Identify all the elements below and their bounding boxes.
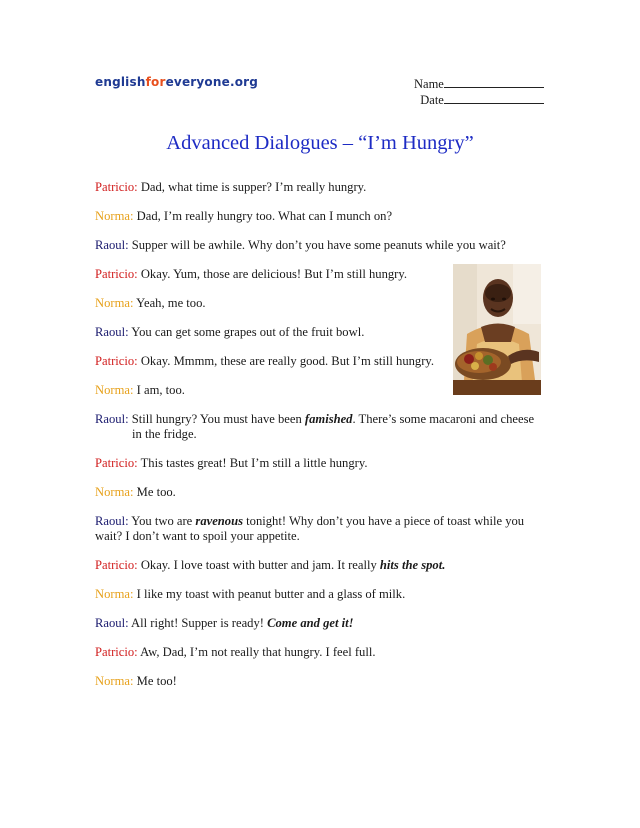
line-text: All right! Supper is ready! xyxy=(128,616,268,630)
line-text: Me too! xyxy=(133,674,177,688)
line-text: This tastes great! But I’m still a little hungry. xyxy=(137,456,368,470)
dialogue-line xyxy=(95,558,535,573)
line-text: Still hungry? You must have been xyxy=(128,412,305,426)
dialogue-line xyxy=(95,209,535,224)
name-blank[interactable] xyxy=(444,76,544,88)
name-date-fields xyxy=(414,76,544,108)
dialogue xyxy=(95,180,535,703)
line-text: You two are xyxy=(128,514,196,528)
line-text: I like my toast with peanut butter and a glass of milk. xyxy=(133,587,406,601)
vocab-famished: famished xyxy=(304,412,353,426)
line-text: tonight! Why don’t you have a piece of toast while you wait? I don’t want to spoil your appetite. xyxy=(95,514,525,543)
line-text: . There’s some macaroni and cheese in the fridge. xyxy=(132,412,535,441)
dialogue-line xyxy=(95,456,535,471)
line-text: Me too. xyxy=(133,485,176,499)
date-blank[interactable] xyxy=(444,92,544,104)
speaker-norma: Norma: xyxy=(95,296,134,310)
speaker-patricio: Patricio: xyxy=(95,558,138,572)
dialogue-line xyxy=(95,180,535,195)
dialogue-line xyxy=(95,674,535,689)
line-text: Okay. Yum, those are delicious! But I’m still hungry. xyxy=(137,267,407,281)
name-row xyxy=(414,76,544,92)
speaker-raoul: Raoul: xyxy=(95,514,129,528)
speaker-raoul: Raoul: xyxy=(95,325,129,339)
date-row xyxy=(414,92,544,108)
speaker-patricio: Patricio: xyxy=(95,267,138,281)
vocab-come-and-get-it: Come and get it! xyxy=(267,616,354,630)
line-text: Dad, what time is supper? I’m really hungry. xyxy=(137,180,367,194)
dialogue-line xyxy=(95,616,535,631)
vocab-ravenous: ravenous xyxy=(195,514,244,528)
speaker-patricio: Patricio: xyxy=(95,645,138,659)
line-text: Dad, I’m really hungry too. What can I munch on? xyxy=(133,209,393,223)
line-text: Supper will be awhile. Why don’t you have some peanuts while you wait? xyxy=(128,238,506,252)
dialogue-line xyxy=(95,325,535,340)
dialogue-line xyxy=(95,238,535,253)
speaker-patricio: Patricio: xyxy=(95,354,138,368)
speaker-norma: Norma: xyxy=(95,674,134,688)
dialogue-line xyxy=(95,514,535,544)
speaker-patricio: Patricio: xyxy=(95,456,138,470)
line-text: Okay. I love toast with butter and jam. It really xyxy=(137,558,380,572)
name-label: Name xyxy=(414,77,444,91)
speaker-norma: Norma: xyxy=(95,587,134,601)
speaker-patricio: Patricio: xyxy=(95,180,138,194)
dialogue-line xyxy=(95,485,535,500)
line-text: Yeah, me too. xyxy=(133,296,206,310)
line-text: Aw, Dad, I’m not really that hungry. I feel full. xyxy=(137,645,376,659)
page-title: Advanced Dialogues – “I’m Hungry” xyxy=(166,132,474,154)
dialogue-line xyxy=(95,267,535,282)
speaker-norma: Norma: xyxy=(95,209,134,223)
speaker-raoul: Raoul: xyxy=(95,616,129,630)
line-text: Okay. Mmmm, these are really good. But I’m still hungry. xyxy=(137,354,435,368)
dialogue-line xyxy=(95,645,535,660)
vocab-hits-the-spot: hits the spot. xyxy=(379,558,446,572)
logo-text-for: for xyxy=(145,75,166,89)
speaker-norma: Norma: xyxy=(95,383,134,397)
date-label: Date xyxy=(420,93,444,107)
dialogue-line xyxy=(95,296,535,311)
speaker-raoul: Raoul: xyxy=(95,238,129,252)
line-text: I am, too. xyxy=(133,383,185,397)
logo-text-english: english xyxy=(95,75,146,89)
line-text: You can get some grapes out of the fruit bowl. xyxy=(128,325,365,339)
dialogue-line xyxy=(95,587,535,602)
logo-text-everyone: everyone.org xyxy=(165,75,259,89)
site-logo xyxy=(95,75,258,89)
speaker-raoul: Raoul: xyxy=(95,412,129,426)
speaker-norma: Norma: xyxy=(95,485,134,499)
dialogue-line xyxy=(95,354,535,369)
dialogue-line xyxy=(95,383,535,398)
dialogue-line xyxy=(95,412,535,442)
